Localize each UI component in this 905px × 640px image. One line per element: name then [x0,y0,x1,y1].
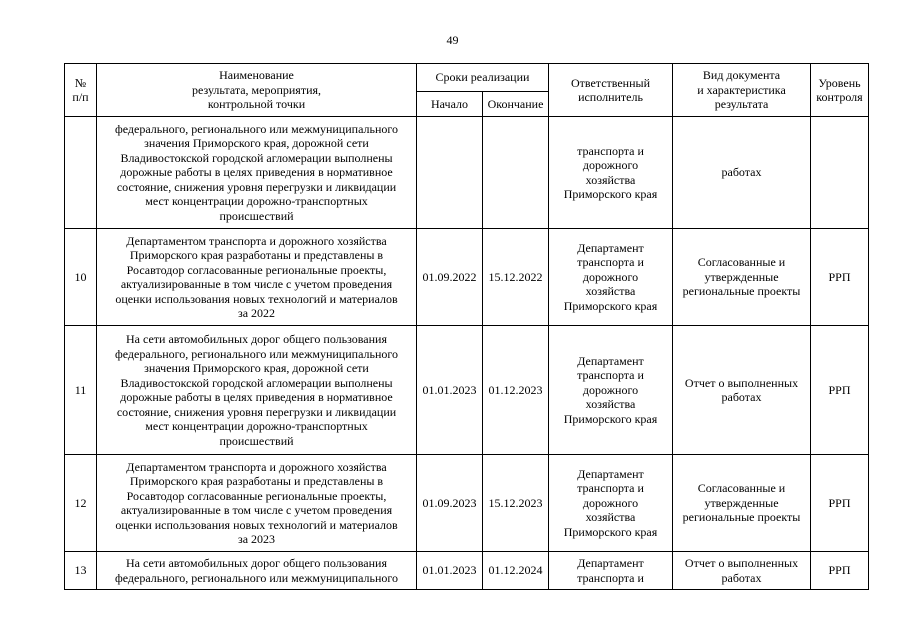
row-level: РРП [811,455,869,552]
row-doc: Отчет о выполненных работах [673,326,811,455]
row-start: 01.01.2023 [417,552,483,590]
row-end [483,117,549,229]
row-responsible: Департамент транспорта и дорожного хозяйства Приморского края [549,326,673,455]
table-row [65,326,869,455]
row-start: 01.01.2023 [417,326,483,455]
row-responsible: Департамент транспорта и дорожного хозяйства Приморского края [549,229,673,326]
row-end: 15.12.2022 [483,229,549,326]
header-end: Окончание [483,92,549,117]
row-level [811,117,869,229]
row-name: На сети автомобильных дорог общего пользования федерального, регионального или межмуниципального [97,552,417,590]
header-start: Начало [417,92,483,117]
row-level: РРП [811,326,869,455]
row-name: На сети автомобильных дорог общего пользования федерального, регионального или межмуниципального значения Приморского края, дорожной сети Владивостокской городской агломерации выполнены дорожные работы в целях приведения в нормативное состояние, снижения уровня перегрузки и ликвидации мест концентрации дорожно-транспортных происшествий [97,326,417,455]
header-terms: Сроки реализации [417,64,549,92]
row-name: федерального, регионального или межмуниципального значения Приморского края, дорожной сети Владивостокской городской агломерации выполнены дорожные работы в целях приведения в нормативное состояние, снижения уровня перегрузки и ликвидации мест концентрации дорожно-транспортных происшествий [97,117,417,229]
row-num: 11 [65,326,97,455]
row-name: Департаментом транспорта и дорожного хозяйства Приморского края разработаны и представлены в Росавтодор согласованные региональные проекты, актуализированные в том числе с учетом проведения оценки использования новых технологий и материалов за 2023 [97,455,417,552]
row-level: РРП [811,229,869,326]
row-num [65,117,97,229]
row-num: 10 [65,229,97,326]
row-num: 13 [65,552,97,590]
row-doc: Согласованные и утвержденные региональные проекты [673,229,811,326]
header-num: № п/п [65,64,97,117]
header-name: Наименование результата, мероприятия, контрольной точки [97,64,417,117]
row-responsible: Департамент транспорта и дорожного хозяйства Приморского края [549,455,673,552]
row-end: 01.12.2024 [483,552,549,590]
row-name: Департаментом транспорта и дорожного хозяйства Приморского края разработаны и представлены в Росавтодор согласованные региональные проекты, актуализированные в том числе с учетом проведения оценки использования новых технологий и материалов за 2022 [97,229,417,326]
header-doc-type: Вид документа и характеристика результата [673,64,811,117]
row-doc: Согласованные и утвержденные региональные проекты [673,455,811,552]
header-level: Уровень контроля [811,64,869,117]
row-responsible: транспорта и дорожного хозяйства Приморского края [549,117,673,229]
row-doc: работах [673,117,811,229]
table-row [65,229,869,326]
page-number: 49 [446,33,459,47]
row-level: РРП [811,552,869,590]
row-end: 15.12.2023 [483,455,549,552]
row-start [417,117,483,229]
row-start: 01.09.2022 [417,229,483,326]
row-num: 12 [65,455,97,552]
header-row-top [65,64,869,92]
header-responsible: Ответственный исполнитель [549,64,673,117]
table-row [65,455,869,552]
row-end: 01.12.2023 [483,326,549,455]
table-row [65,117,869,229]
implementation-plan-table [64,63,869,590]
row-start: 01.09.2023 [417,455,483,552]
row-responsible: Департамент транспорта и [549,552,673,590]
row-doc: Отчет о выполненных работах [673,552,811,590]
table-row [65,552,869,590]
